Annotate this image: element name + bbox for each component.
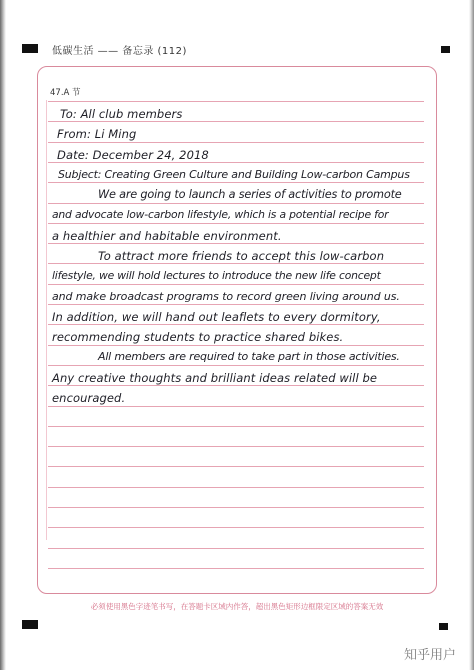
body-line: Any creative thoughts and brilliant ideas related will be: [52, 371, 378, 385]
memo-to: To: All club members: [60, 107, 183, 121]
ruled-line: [48, 487, 424, 488]
ruled-line: [48, 121, 424, 122]
scan-edge-left: [0, 0, 6, 670]
body-line: To attract more friends to accept this low-carbon: [98, 249, 385, 263]
ruled-line: [48, 324, 424, 325]
ruled-line: [48, 162, 424, 163]
ruled-line: [48, 203, 424, 204]
ruled-line: [48, 466, 424, 467]
ruled-line: [48, 243, 424, 244]
body-line: recommending students to practice shared bikes.: [52, 330, 344, 344]
margin-line: [46, 100, 47, 540]
ruled-line: [48, 101, 424, 102]
ruled-line: [48, 446, 424, 447]
ruled-line: [48, 284, 424, 285]
body-line: In addition, we will hand out leaflets to every dormitory,: [52, 310, 381, 324]
watermark: 知乎用户: [404, 648, 457, 663]
registration-marker-top-right: [441, 46, 450, 53]
ruled-line: [48, 426, 424, 427]
ruled-line: [48, 527, 424, 528]
ruled-line: [48, 263, 424, 264]
ruled-line: [48, 568, 424, 569]
registration-marker-bottom-right: [439, 623, 448, 630]
ruled-line: [48, 223, 424, 224]
ruled-line: [48, 142, 424, 143]
body-line: All members are required to take part in those activities.: [98, 350, 400, 363]
body-line: a healthier and habitable environment.: [52, 229, 282, 243]
question-number: 47.A 节: [50, 88, 81, 98]
ruled-line: [48, 304, 424, 305]
scan-edge-right: [469, 0, 474, 670]
body-line: We are going to launch a series of activities to promote: [98, 188, 402, 201]
body-line: and advocate low-carbon lifestyle, which is a potential recipe for: [52, 208, 389, 221]
ruled-line: [48, 345, 424, 346]
ruled-line: [48, 406, 424, 407]
registration-marker-top-left: [22, 44, 38, 53]
body-line: and make broadcast programs to record green living around us.: [52, 290, 400, 303]
ruled-line: [48, 507, 424, 508]
ruled-line: [48, 385, 424, 386]
ruled-line: [48, 548, 424, 549]
memo-from: From: Li Ming: [57, 127, 137, 141]
footer-note: 必须使用黑色字迹笔书写，在答题卡区域内作答，超出黑色矩形边框限定区域的答案无效: [90, 602, 384, 611]
header-title: 低碳生活 —— 备忘录 (112): [52, 46, 187, 57]
body-line: lifestyle, we will hold lectures to introduce the new life concept: [52, 269, 381, 282]
registration-marker-bottom-left: [22, 620, 38, 629]
ruled-line: [48, 182, 424, 183]
body-line: encouraged.: [52, 391, 126, 405]
ruled-line: [48, 365, 424, 366]
memo-date: Date: December 24, 2018: [57, 148, 209, 162]
memo-subject: Subject: Creating Green Culture and Building Low-carbon Campus: [58, 168, 410, 181]
